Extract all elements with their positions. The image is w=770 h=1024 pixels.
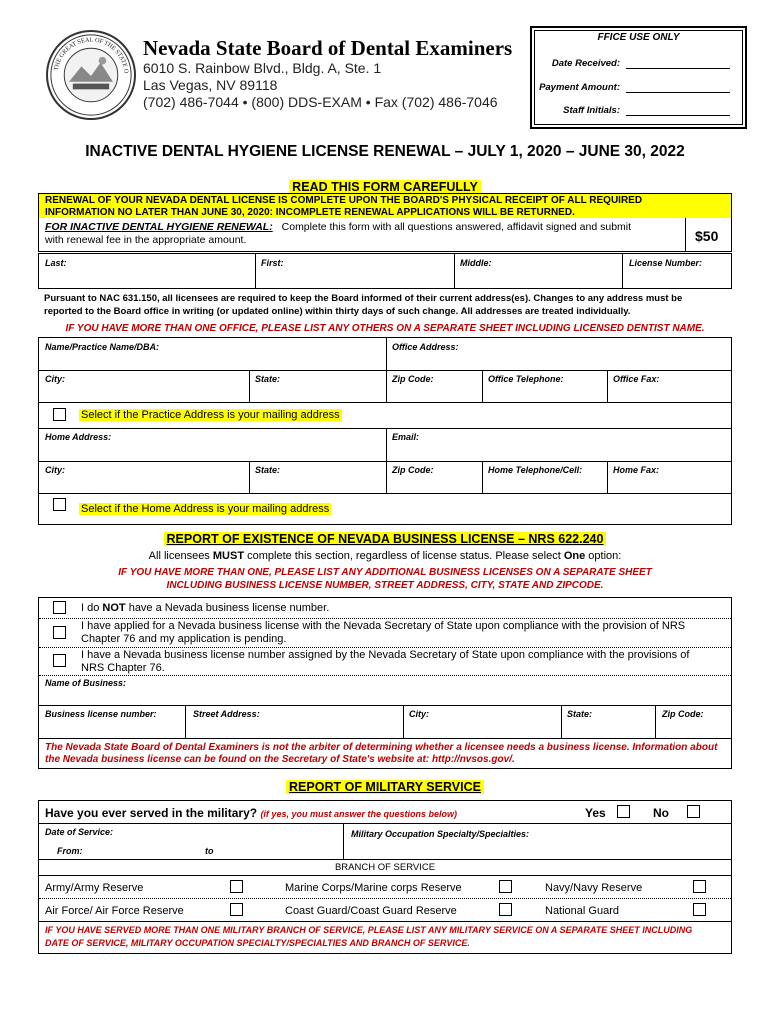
divider — [249, 370, 250, 402]
divider — [39, 493, 731, 494]
divider — [39, 921, 731, 922]
option-applied-line1: I have applied for a Nevada business license with the Nevada Secretary of State upon compliance with the provision of NRS — [81, 620, 686, 632]
applied-license-checkbox[interactable] — [53, 626, 66, 639]
business-instr-one: One — [563, 550, 586, 562]
option-applied-line2: Chapter 76 and my application is pending. — [81, 633, 287, 645]
service-from-label: From: — [57, 846, 83, 856]
home-city-label: City: — [45, 465, 65, 475]
service-to-label: to — [205, 846, 214, 856]
business-city-label: City: — [409, 709, 429, 719]
military-heading: REPORT OF MILITARY SERVICE — [286, 780, 484, 794]
divider — [39, 875, 731, 876]
org-phones: (702) 486-7044 • (800) DDS-EXAM • Fax (702) 486-7046 — [143, 94, 498, 110]
divider — [39, 705, 731, 706]
opt1-post: have a Nevada business license number. — [125, 602, 330, 614]
divider — [39, 738, 731, 739]
seal-graphic — [48, 32, 134, 118]
inactive-renewal-text: Complete this form with all questions answered, affidavit signed and submit — [281, 221, 632, 233]
business-red-note-1: IF YOU HAVE MORE THAN ONE, PLEASE LIST ANY ADDITIONAL BUSINESS LICENSES ON A SEPARATE SHEET — [118, 567, 652, 578]
first-name-label: First: — [261, 258, 284, 268]
military-red-note-2: DATE OF SERVICE, MILITARY OCCUPATION SPECIALTY/SPECIALTIES AND BRANCH OF SERVICE. — [45, 938, 470, 948]
divider — [343, 823, 344, 859]
military-heading-wrap — [0, 778, 770, 796]
payment-amount-label: Payment Amount: — [539, 82, 620, 93]
opt1-not: NOT — [102, 602, 126, 614]
business-instr-mid: complete this section, regardless of license status. Please select — [244, 550, 564, 562]
business-state-label: State: — [567, 709, 593, 719]
branch-navy-checkbox[interactable] — [693, 880, 706, 893]
business-name-label: Name of Business: — [45, 678, 127, 688]
business-heading: REPORT OF EXISTENCE OF NEVADA BUSINESS LICENSE – NRS 622.240 — [164, 532, 607, 546]
military-no-checkbox[interactable] — [687, 805, 700, 818]
divider — [39, 823, 731, 824]
business-heading-wrap — [0, 530, 770, 548]
divider — [185, 705, 186, 738]
office-fax-label: Office Fax: — [613, 374, 660, 384]
home-mailing-checkbox[interactable] — [53, 498, 66, 511]
divider — [249, 461, 250, 493]
no-business-license-checkbox[interactable] — [53, 601, 66, 614]
form-title: INACTIVE DENTAL HYGIENE LICENSE RENEWAL – JULY 1, 2020 – JUNE 30, 2022 — [85, 143, 685, 160]
branch-army-label: Army/Army Reserve — [45, 882, 144, 894]
inactive-renewal-label: FOR INACTIVE DENTAL HYGIENE RENEWAL: — [45, 221, 273, 233]
branch-coastguard-label: Coast Guard/Coast Guard Reserve — [285, 905, 457, 917]
home-state-label: State: — [255, 465, 281, 475]
divider — [39, 675, 731, 676]
nevada-state-seal — [46, 30, 136, 120]
branch-marine-checkbox[interactable] — [499, 880, 512, 893]
business-instructions — [0, 550, 770, 562]
business-red-note-2: INCLUDING BUSINESS LICENSE NUMBER, STREET ADDRESS, CITY, STATE AND ZIPCODE. — [166, 580, 604, 591]
divider — [482, 461, 483, 493]
fee-divider — [685, 218, 686, 252]
office-telephone-label: Office Telephone: — [488, 374, 564, 384]
email-label: Email: — [392, 432, 420, 442]
business-disclaimer-line1: The Nevada State Board of Dental Examiners is not the arbiter of determining whether a licensee needs a business license. Information about — [45, 742, 718, 753]
office-use-title: FFICE USE ONLY — [597, 32, 680, 43]
office-zip-label: Zip Code: — [392, 374, 434, 384]
payment-amount-field[interactable] — [626, 92, 730, 93]
branch-coastguard-checkbox[interactable] — [499, 903, 512, 916]
date-received-label: Date Received: — [551, 58, 620, 69]
divider — [655, 705, 656, 738]
pursuant-line2: reported to the Board office in writing (or updated online) within thirty days of such change. All addresses are treated individually. — [44, 306, 631, 317]
renewal-notice-line2: INFORMATION NO LATER THAN JUNE 30, 2020: INCOMPLETE RENEWAL APPLICATIONS WILL BE RETURNED. — [45, 207, 575, 218]
opt1-pre: I do — [81, 602, 103, 614]
divider — [39, 370, 731, 371]
branch-marine-label: Marine Corps/Marine corps Reserve — [285, 882, 462, 894]
branch-airforce-label: Air Force/ Air Force Reserve — [45, 905, 184, 917]
practice-name-label: Name/Practice Name/DBA: — [45, 342, 160, 352]
branch-airforce-checkbox[interactable] — [230, 903, 243, 916]
military-question-text: Have you ever served in the military? — [45, 806, 258, 820]
office-use-box — [530, 26, 747, 129]
has-license-checkbox[interactable] — [53, 654, 66, 667]
read-carefully: READ THIS FORM CAREFULLY — [289, 180, 481, 194]
divider — [482, 370, 483, 402]
divider — [39, 402, 731, 403]
divider — [386, 461, 387, 493]
divider — [39, 461, 731, 462]
renewal-notice-box — [38, 193, 732, 252]
date-of-service-label: Date of Service: — [45, 827, 114, 837]
military-question-note: (if yes, you must answer the questions below) — [260, 809, 457, 819]
military-yes-checkbox[interactable] — [617, 805, 630, 818]
pursuant-line1: Pursuant to NAC 631.150, all licensees are required to keep the Board informed of their current address(es). Changes to any address must be — [44, 293, 683, 304]
branch-heading: BRANCH OF SERVICE — [334, 862, 436, 873]
option-has-license-line1: I have a Nevada business license number assigned by the Nevada Secretary of State upon compliance with the provisions of — [81, 649, 690, 661]
office-state-label: State: — [255, 374, 281, 384]
staff-initials-field[interactable] — [626, 115, 730, 116]
staff-initials-label: Staff Initials: — [563, 105, 620, 116]
renewal-notice-line1: RENEWAL OF YOUR NEVADA DENTAL LICENSE IS COMPLETE UPON THE BOARD'S PHYSICAL RECEIPT OF ALL REQUIRED — [45, 195, 643, 206]
renewal-fee: $50 — [695, 228, 719, 244]
multi-office-note: IF YOU HAVE MORE THAN ONE OFFICE, PLEASE LIST ANY OTHERS ON A SEPARATE SHEET INCLUDING LICENSED DENTIST NAME. — [65, 323, 705, 334]
business-street-label: Street Address: — [193, 709, 260, 719]
org-name: Nevada State Board of Dental Examiners — [143, 36, 513, 60]
branch-nationalguard-label: National Guard — [545, 905, 619, 917]
divider — [39, 428, 731, 429]
office-address-label: Office Address: — [392, 342, 459, 352]
divider — [39, 859, 731, 860]
date-received-field[interactable] — [626, 68, 730, 69]
divider — [386, 428, 387, 461]
business-number-label: Business license number: — [45, 709, 157, 719]
business-instr-must: MUST — [212, 550, 245, 562]
home-fax-label: Home Fax: — [613, 465, 660, 475]
org-address-line1: 6010 S. Rainbow Blvd., Bldg. A, Ste. 1 — [143, 60, 382, 76]
occupation-label: Military Occupation Specialty/Specialties: — [351, 829, 530, 839]
branch-navy-label: Navy/Navy Reserve — [545, 882, 643, 894]
option-no-license — [81, 602, 329, 614]
divider — [454, 254, 455, 288]
option-has-license-line2: NRS Chapter 76. — [81, 662, 165, 674]
business-disclaimer-line2: the Nevada business license can be found on the Secretary of State's website at: http://nvsos.gov/. — [45, 754, 515, 765]
divider — [607, 461, 608, 493]
divider — [255, 254, 256, 288]
divider — [561, 705, 562, 738]
address-block — [38, 337, 732, 525]
home-mailing-label: Select if the Home Address is your mailing address — [81, 503, 330, 515]
business-instr-pre: All licensees — [148, 550, 213, 562]
military-yes-label: Yes — [585, 806, 606, 820]
divider — [39, 647, 731, 648]
practice-mailing-label: Select if the Practice Address is your mailing address — [81, 409, 340, 421]
branch-nationalguard-checkbox[interactable] — [693, 903, 706, 916]
divider — [607, 370, 608, 402]
last-name-label: Last: — [45, 258, 67, 268]
military-no-label: No — [653, 806, 669, 820]
divider — [403, 705, 404, 738]
org-address-line2: Las Vegas, NV 89118 — [143, 77, 278, 93]
military-block — [38, 800, 732, 954]
home-telephone-label: Home Telephone/Cell: — [488, 465, 583, 475]
divider — [39, 618, 731, 619]
middle-name-label: Middle: — [460, 258, 492, 268]
business-zip-label: Zip Code: — [662, 709, 704, 719]
business-block — [38, 597, 732, 769]
license-number-label: License Number: — [629, 258, 703, 268]
military-question — [45, 806, 457, 820]
divider — [39, 898, 731, 899]
divider — [386, 370, 387, 402]
office-city-label: City: — [45, 374, 65, 384]
seal-text: THE GREAT SEAL OF THE STATE O — [52, 36, 130, 74]
practice-mailing-checkbox[interactable] — [53, 408, 66, 421]
inactive-renewal-line2: with renewal fee in the appropriate amount. — [45, 234, 247, 246]
inactive-renewal-line1 — [45, 221, 631, 233]
name-row — [38, 253, 732, 289]
home-address-label: Home Address: — [45, 432, 112, 442]
branch-army-checkbox[interactable] — [230, 880, 243, 893]
business-instr-post: option: — [585, 550, 622, 562]
divider — [622, 254, 623, 288]
home-zip-label: Zip Code: — [392, 465, 434, 475]
military-red-note-1: IF YOU HAVE SERVED MORE THAN ONE MILITARY BRANCH OF SERVICE, PLEASE LIST ANY MILITARY SERVICE ON A SEPARATE SHEET INCLUDING — [45, 925, 693, 935]
divider — [386, 338, 387, 370]
